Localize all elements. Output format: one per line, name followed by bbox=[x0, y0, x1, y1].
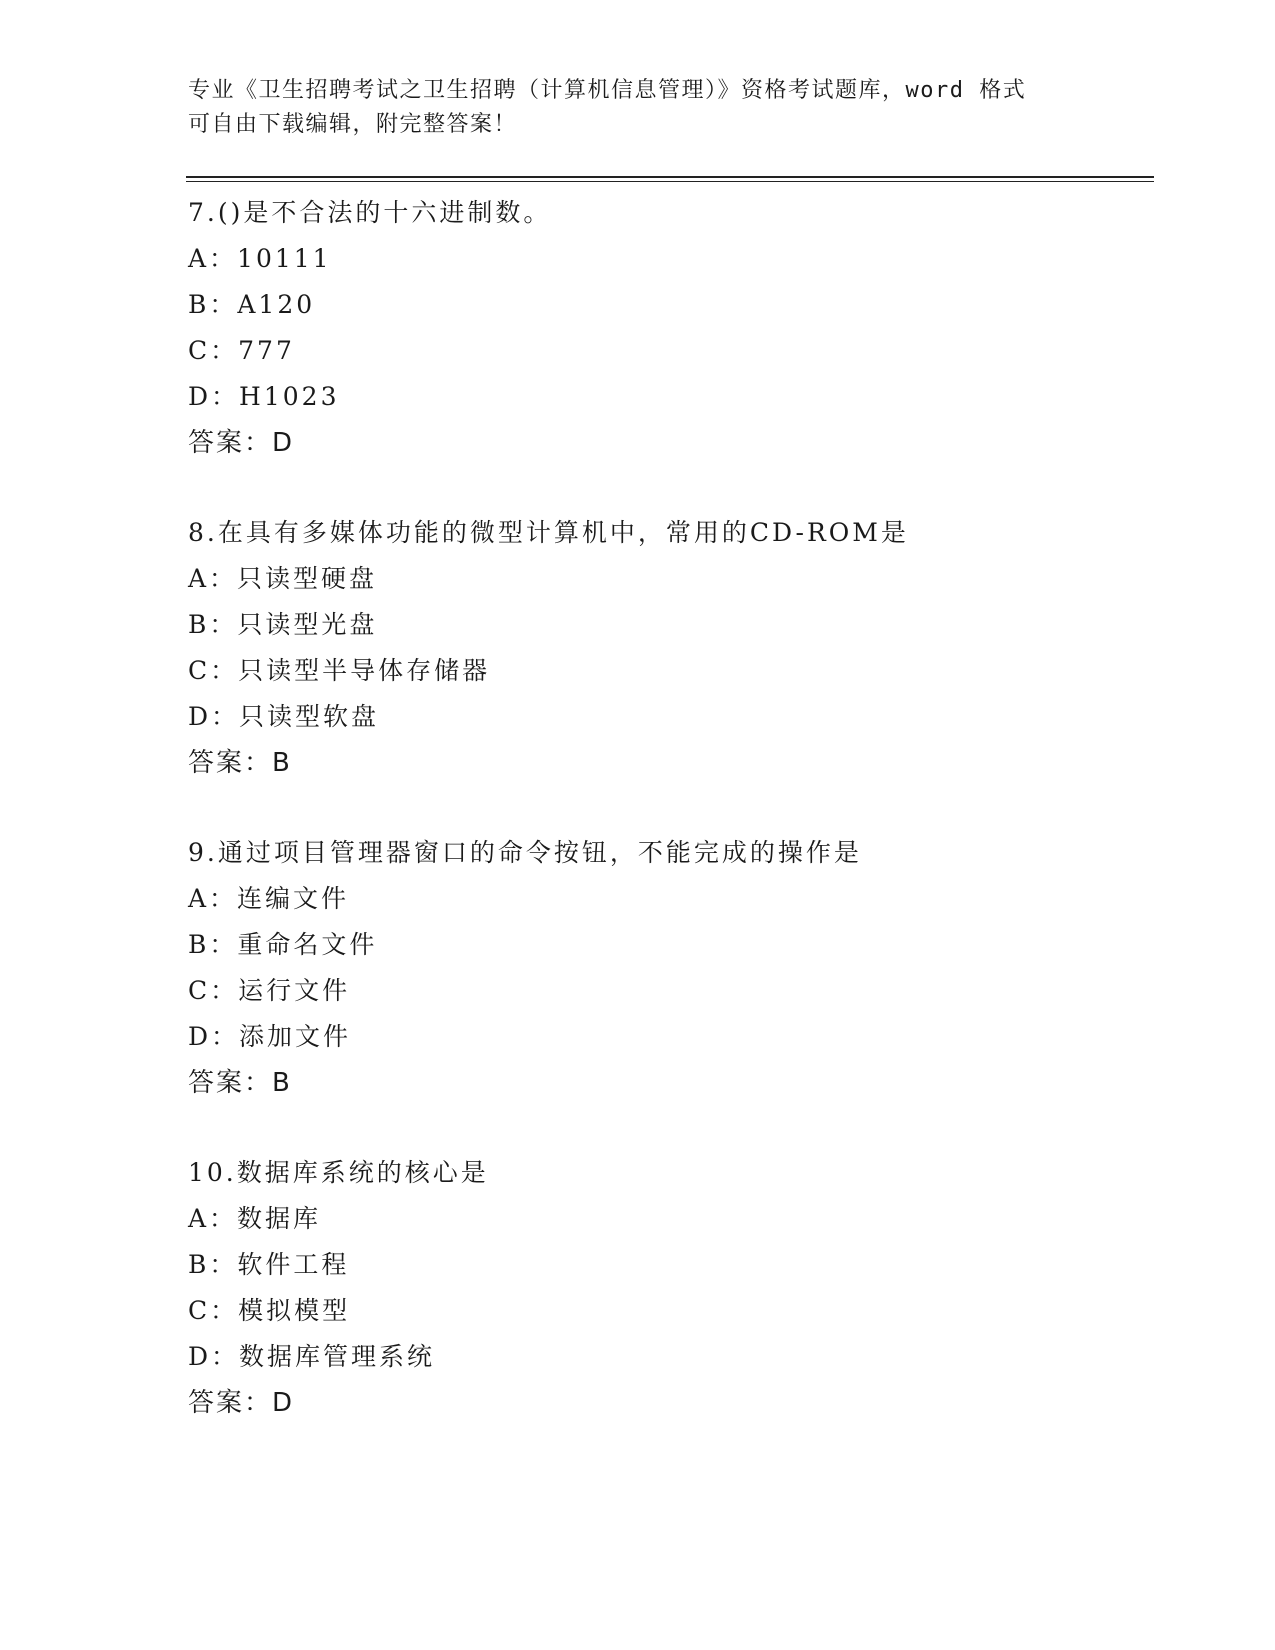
question-stem: 8.在具有多媒体功能的微型计算机中，常用的CD-ROM是 bbox=[188, 518, 909, 547]
answer-line: 答案：B bbox=[188, 748, 292, 778]
question-stem: 9.通过项目管理器窗口的命令按钮，不能完成的操作是 bbox=[188, 838, 862, 867]
answer-line: 答案：B bbox=[188, 1068, 292, 1098]
option-c: C：只读型半导体存储器 bbox=[188, 656, 491, 685]
option-b: B：软件工程 bbox=[188, 1250, 350, 1279]
option-c: C：777 bbox=[188, 336, 295, 365]
question-item bbox=[188, 510, 1148, 786]
option-a: A：10111 bbox=[188, 244, 332, 273]
option-b: B：只读型光盘 bbox=[188, 610, 378, 639]
header-divider-thick bbox=[186, 176, 1154, 178]
option-b: B：重命名文件 bbox=[188, 930, 378, 959]
option-b: B：A120 bbox=[188, 290, 316, 319]
header-divider-thin bbox=[186, 181, 1154, 182]
option-d: D：只读型软盘 bbox=[188, 702, 380, 731]
option-c: C：模拟模型 bbox=[188, 1296, 351, 1325]
question-item bbox=[188, 190, 1148, 466]
answer-line: 答案：D bbox=[188, 1388, 295, 1418]
question-list bbox=[188, 190, 1148, 1470]
option-c: C：运行文件 bbox=[188, 976, 351, 1005]
header-line-2: 可自由下载编辑，附完整答案！ bbox=[188, 112, 518, 137]
question-item bbox=[188, 830, 1148, 1106]
header-line-1: 专业《卫生招聘考试之卫生招聘（计算机信息管理）》资格考试题库，word 格式 bbox=[188, 78, 1027, 103]
question-stem: 7.()是不合法的十六进制数。 bbox=[188, 198, 552, 227]
question-stem: 10.数据库系统的核心是 bbox=[188, 1158, 489, 1187]
option-a: A：数据库 bbox=[188, 1204, 322, 1233]
option-d: D：数据库管理系统 bbox=[188, 1342, 436, 1371]
option-a: A：只读型硬盘 bbox=[188, 564, 378, 593]
answer-line: 答案：D bbox=[188, 428, 295, 458]
option-a: A：连编文件 bbox=[188, 884, 350, 913]
option-d: D：H1023 bbox=[188, 382, 340, 411]
option-d: D：添加文件 bbox=[188, 1022, 352, 1051]
document-header bbox=[188, 74, 1088, 142]
question-item bbox=[188, 1150, 1148, 1426]
